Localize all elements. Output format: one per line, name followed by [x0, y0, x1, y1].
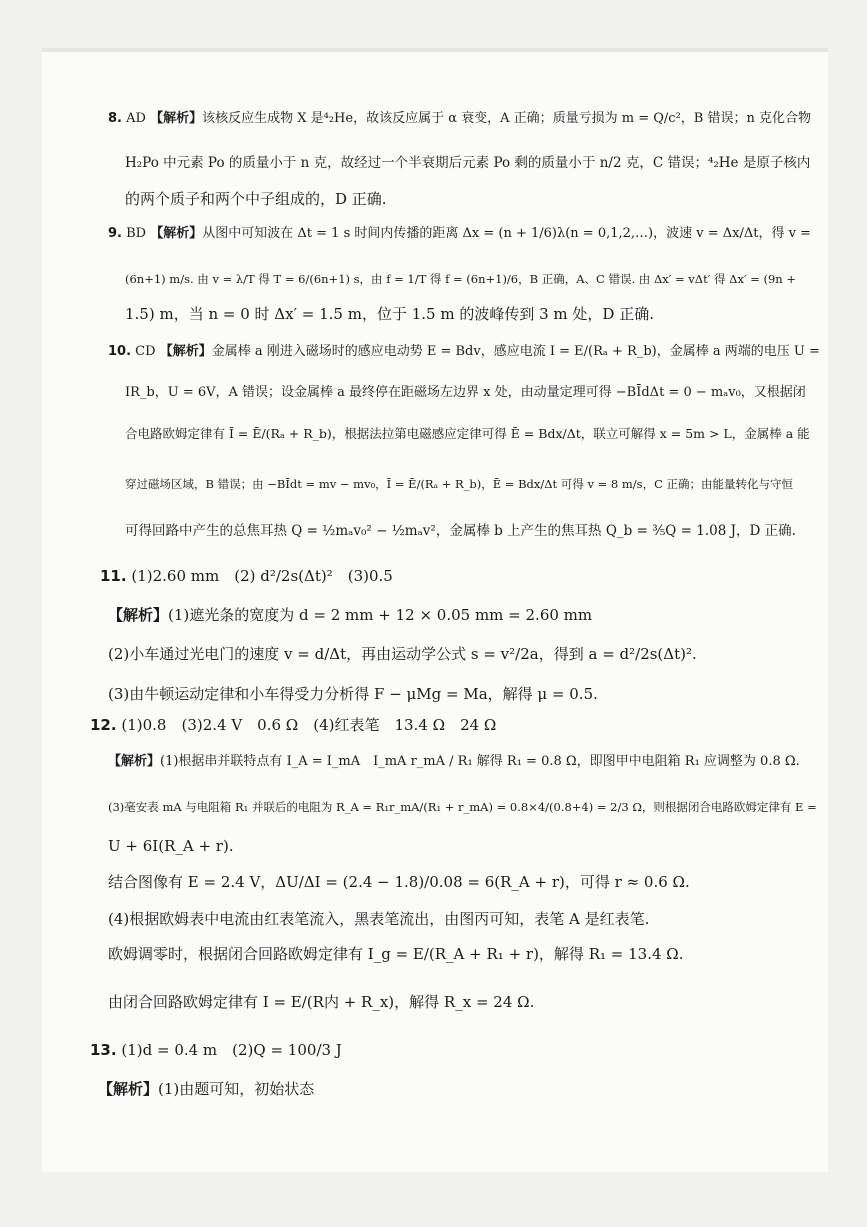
- analysis-tag: 【解析】: [98, 1080, 159, 1098]
- item-number: 13.: [90, 1041, 117, 1059]
- item-9-line-2: (6n+1) m/s. 由 v = λ/T 得 T = 6/(6n+1) s，由 f = 1/T 得 f = (6n+1)/6，B 正确，A、C 错误. 由 Δx′ = vΔt′ 得 Δx′ = (9n +: [125, 272, 797, 286]
- item-10-line-3: 合电路欧姆定律有 Ī = Ē/(Rₐ + R_b)，根据法拉第电磁感应定律可得 Ē = Bdx/Δt，联立可解得 x = 5m > L，金属棒 a 能: [125, 426, 810, 441]
- analysis-tag: 【解析】: [150, 111, 203, 126]
- item-answer: (1)d = 0.4 m (2)Q = 100/3 J: [121, 1041, 342, 1059]
- item-11-analysis-3: (3)由牛顿运动定律和小车得受力分析得 F − μMg = Ma，解得 μ = 0.5.: [108, 685, 598, 703]
- item-11-answer: [100, 566, 393, 586]
- item-number: 10.: [108, 344, 132, 359]
- item-11-analysis-2: (2)小车通过光电门的速度 v = d/Δt，再由运动学公式 s = v²/2a，得到 a = d²/2s(Δt)².: [108, 645, 697, 663]
- item-10-line-4: 穿过磁场区域，B 错误；由 −BĪdt = mv − mv₀，Ī = Ē/(Rₐ + R_b)，Ē = Bdx/Δt 可得 v = 8 m/s，C 正确；由能量转化与守恒: [125, 477, 794, 491]
- analysis-text: 从图中可知波在 Δt = 1 s 时间内传播的距离 Δx = (n + 1/6)λ(n = 0,1,2,…)，波速 v = Δx/Δt，得 v =: [202, 226, 811, 241]
- item-12-answer: [90, 715, 496, 735]
- analysis-tag: 【解析】: [150, 226, 203, 241]
- item-answer: CD: [135, 344, 156, 359]
- item-number: 9.: [108, 226, 122, 241]
- analysis-tag: 【解析】: [108, 754, 161, 769]
- item-answer: (1)0.8 (3)2.4 V 0.6 Ω (4)红表笔 13.4 Ω 24 Ω: [121, 716, 497, 734]
- item-number: 8.: [108, 111, 122, 126]
- analysis-text: (1)由题可知，初始状态: [158, 1080, 315, 1098]
- item-12-analysis-1: [108, 752, 800, 772]
- item-10-line-2: IR_b，U = 6V，A 错误；设金属棒 a 最终停在距磁场左边界 x 处，由动量定理可得 −BĪdΔt = 0 − mₐv₀，又根据闭: [125, 385, 806, 400]
- item-answer: BD: [126, 226, 147, 241]
- answer-page: [42, 48, 828, 1172]
- analysis-text: 金属棒 a 刚进入磁场时的感应电动势 E = Bdv，感应电流 I = E/(Rₐ + R_b)，金属棒 a 两端的电压 U =: [211, 344, 820, 359]
- analysis-text: (1)根据串并联特点有 I_A = I_mA I_mA r_mA / R₁ 解得 R₁ = 0.8 Ω，即图甲中电阻箱 R₁ 应调整为 0.8 Ω.: [160, 754, 800, 769]
- item-number: 12.: [90, 716, 117, 734]
- item-10-line-1: [108, 342, 820, 362]
- item-10-line-5: 可得回路中产生的总焦耳热 Q = ½mₐv₀² − ½mₐv²，金属棒 b 上产生的焦耳热 Q_b = ⅗Q = 1.08 J，D 正确.: [125, 523, 796, 539]
- item-answer: (1)2.60 mm (2) d²/2s(Δt)² (3)0.5: [131, 567, 393, 585]
- analysis-text: 该核反应生成物 X 是⁴₂He，故该反应属于 α 衰变，A 正确；质量亏损为 m = Q/c²，B 错误；n 克化合物: [202, 111, 811, 126]
- item-11-analysis-1: [108, 605, 592, 625]
- item-12-analysis-6: 欧姆调零时，根据闭合回路欧姆定律有 I_g = E/(R_A + R₁ + r)，解得 R₁ = 13.4 Ω.: [108, 945, 684, 963]
- item-12-analysis-3: U + 6I(R_A + r).: [108, 837, 234, 855]
- item-13-answer: [90, 1040, 342, 1060]
- item-answer: AD: [126, 111, 146, 126]
- item-9-line-1: [108, 224, 811, 244]
- item-13-analysis-1: [98, 1079, 314, 1099]
- item-8-line-3: 的两个质子和两个中子组成的，D 正确.: [125, 190, 387, 208]
- analysis-tag: 【解析】: [108, 606, 169, 624]
- item-8-line-2: H₂Po 中元素 Po 的质量小于 n 克，故经过一个半衰期后元素 Po 剩的质量小于 n/2 克，C 错误；⁴₂He 是原子核内: [125, 155, 811, 171]
- item-number: 11.: [100, 567, 127, 585]
- item-12-analysis-5: (4)根据欧姆表中电流由红表笔流入，黑表笔流出，由图丙可知，表笔 A 是红表笔.: [108, 910, 650, 928]
- item-12-analysis-7: 由闭合回路欧姆定律有 I = E/(R内 + R_x)，解得 R_x = 24 Ω.: [108, 993, 535, 1011]
- analysis-tag: 【解析】: [159, 344, 212, 359]
- item-12-analysis-4: 结合图像有 E = 2.4 V，ΔU/ΔI = (2.4 − 1.8)/0.08 = 6(R_A + r)，可得 r ≈ 0.6 Ω.: [108, 873, 690, 891]
- item-9-line-3: 1.5) m，当 n = 0 时 Δx′ = 1.5 m，位于 1.5 m 的波峰传到 3 m 处，D 正确.: [125, 305, 654, 323]
- analysis-text: (1)遮光条的宽度为 d = 2 mm + 12 × 0.05 mm = 2.60 mm: [168, 606, 593, 624]
- item-12-analysis-2: (3)毫安表 mA 与电阻箱 R₁ 并联后的电阻为 R_A = R₁r_mA/(R₁ + r_mA) = 0.8×4/(0.8+4) = 2/3 Ω，则根据闭合电路欧姆定律有 E =: [108, 800, 817, 814]
- item-8-line-1: [108, 109, 811, 129]
